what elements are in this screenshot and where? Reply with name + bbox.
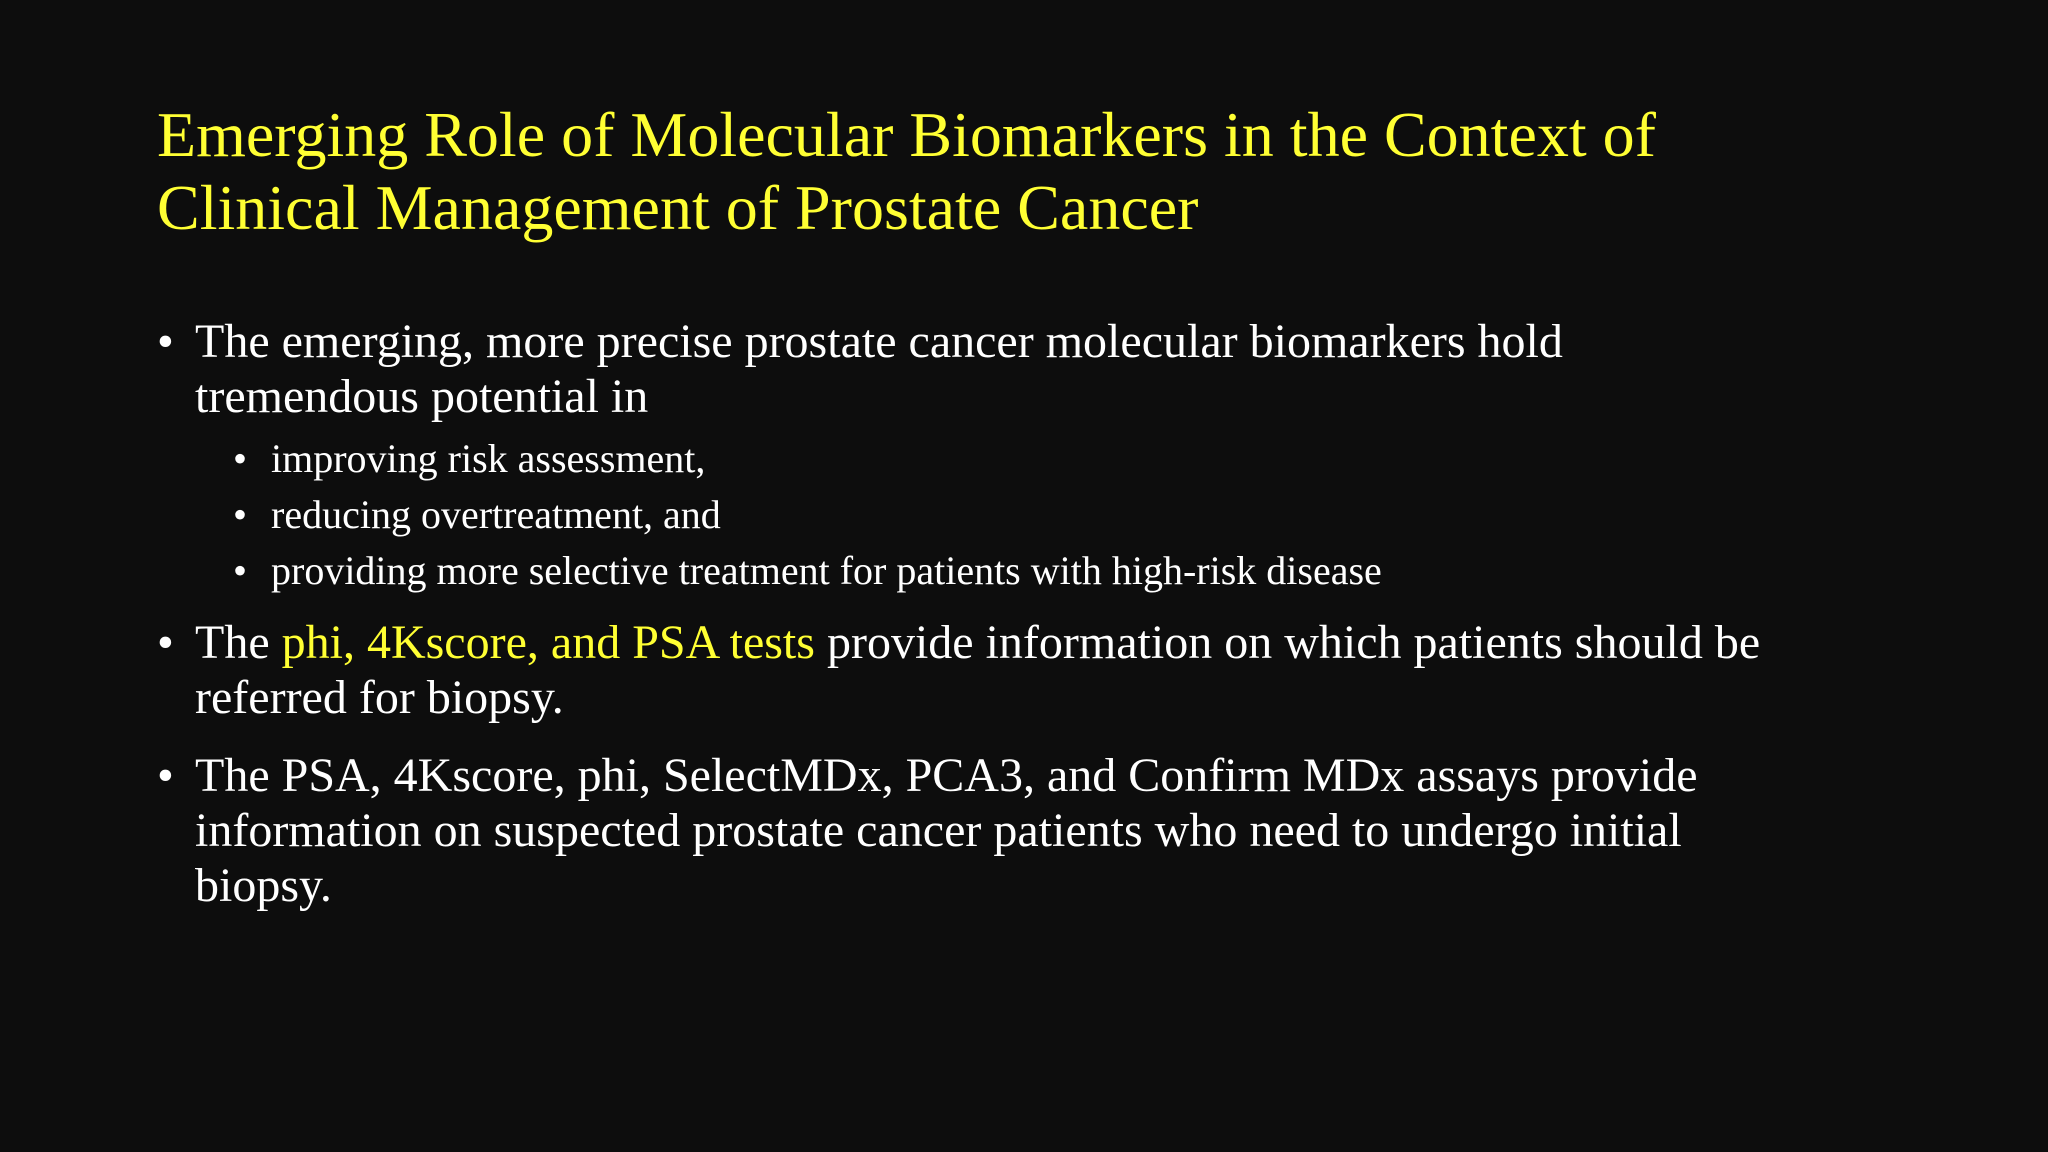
- bullet-3-line-2: information on suspected prostate cancer patients who need to undergo initial: [195, 804, 1682, 857]
- slide-title-line-2: Clinical Management of Prostate Cancer: [157, 172, 1199, 243]
- bullet-text: [195, 748, 1698, 913]
- bullet-2-line-2: referred for biopsy.: [195, 671, 564, 724]
- bullet-2-highlight: phi, 4Kscore, and PSA tests: [281, 616, 815, 669]
- sub-bullet-marker: •: [233, 492, 248, 537]
- bullet-marker: •: [157, 616, 174, 669]
- bullet-3-line-1: The PSA, 4Kscore, phi, SelectMDx, PCA3, and Confirm MDx assays provide: [195, 749, 1698, 802]
- bullet-marker: •: [157, 315, 174, 368]
- sub-bullet-marker: •: [233, 548, 248, 593]
- slide-title: [157, 98, 1977, 244]
- sub-bullet-text: providing more selective treatment for patients with high-risk disease: [271, 548, 1382, 593]
- bullet-2-pre: The: [195, 616, 282, 669]
- bullet-text: [195, 615, 1760, 725]
- sub-bullet-text: improving risk assessment,: [271, 436, 706, 481]
- sub-bullet-text: reducing overtreatment, and: [271, 492, 721, 537]
- bullet-2-post: provide information on which patients should be: [814, 616, 1761, 669]
- bullet-1-line-1: The emerging, more precise prostate cancer molecular biomarkers hold: [195, 315, 1563, 368]
- bullet-2-line-1: [195, 615, 1760, 670]
- bullet-marker: •: [157, 749, 174, 802]
- bullet-text: [195, 314, 1563, 424]
- bullet-3-line-3: biopsy.: [195, 859, 332, 912]
- slide-title-line-1: Emerging Role of Molecular Biomarkers in the Context of: [157, 99, 1656, 170]
- bullet-1-line-2: tremendous potential in: [195, 370, 649, 423]
- sub-bullet-marker: •: [233, 436, 248, 481]
